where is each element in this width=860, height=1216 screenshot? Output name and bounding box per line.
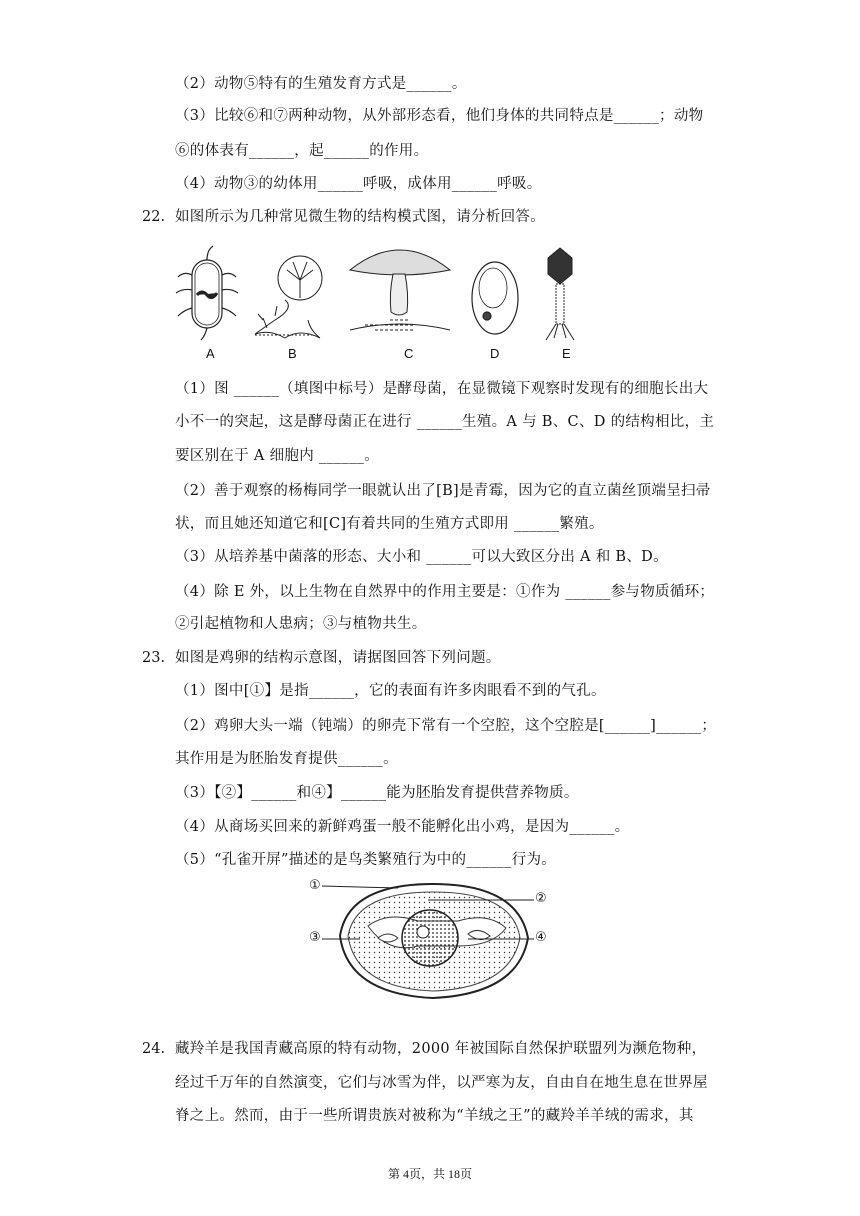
q24-line2: 经过千万年的自然演变，它们与冰雪为伴，以严寒为友，自由自在地生息在世界屋 <box>175 1075 708 1091</box>
q22-part1-line2: 小不一的突起，这是酵母菌正在进行 ______生殖。A 与 B、C、D 的结构相比，主 <box>175 414 715 430</box>
figure-label-d: D <box>490 346 500 361</box>
egg-label-3: ③ <box>309 930 321 945</box>
q22-part4-line2: ②引起植物和人患病；③与植物共生。 <box>175 616 427 632</box>
q23-part2-line2: 其作用是为胚胎发育提供______。 <box>175 751 398 767</box>
q23-number: 23. <box>142 650 166 666</box>
egg-structure-figure <box>308 876 558 1006</box>
q23-part2-line1: （2）鸡卵大头一端（钝端）的卵壳下常有一个空腔，这个空腔是[______]______； <box>175 718 717 734</box>
q23-part1: （1）图中[①】是指______，它的表面有许多肉眼看不到的气孔。 <box>175 683 606 699</box>
q23-part3: （3）【②】______和④】______能为胚胎发育提供营养物质。 <box>175 785 579 801</box>
q22-part2-line1: （2）善于观察的杨梅同学一眼就认出了[B]是青霉，因为它的直立菌丝顶端呈扫帚 <box>175 483 711 499</box>
page-footer: 第 4页，共 18页 <box>387 1167 472 1181</box>
q22-part3: （3）从培养基中菌落的形态、大小和 ______可以大致区分出 A 和 B、D。 <box>175 549 668 565</box>
q22-part2-line2: 状，而且她还知道它和[C]有着共同的生殖方式即用 ______繁殖。 <box>175 516 604 532</box>
q23-part4: （4）从商场买回来的新鲜鸡蛋一般不能孵化出小鸡，是因为______。 <box>175 819 630 835</box>
q22-part1-line3: 要区别在于 A 细胞内 ______。 <box>175 448 379 464</box>
q24-line1: 藏羚羊是我国青藏高原的特有动物，2000 年被国际自然保护联盟列为濒危物种， <box>175 1041 707 1057</box>
q21-part2: （2）动物⑤特有的生殖发育方式是______。 <box>175 76 467 92</box>
egg-label-2: ② <box>535 891 547 906</box>
figure-label-e: E <box>562 346 571 361</box>
q21-part4: （4）动物③的幼体用______呼吸，成体用______呼吸。 <box>175 176 542 192</box>
yeast-drawing <box>472 262 518 334</box>
q23-stem: 如图是鸡卵的结构示意图，请据图回答下列问题。 <box>175 650 501 666</box>
q23-part5: （5）“孔雀开屏”描述的是鸟类繁殖行为中的______行为。 <box>175 852 557 868</box>
virus-drawing <box>546 248 574 340</box>
egg-label-1: ① <box>309 878 321 893</box>
q21-part3-line1: （3）比较⑥和⑦两种动物，从外部形态看，他们身体的共同特点是______；动物 <box>175 108 704 124</box>
q24-number: 24. <box>142 1041 166 1057</box>
q21-part3-line2: ⑥的体表有______，起______的作用。 <box>175 143 429 159</box>
figure-label-b: B <box>288 346 297 361</box>
bacterium-drawing <box>176 246 238 340</box>
q22-part1-line1: （1）图 ______（填图中标号）是酵母菌，在显微镜下观察时发现有的细胞长出大 <box>175 381 709 397</box>
q22-part4-line1: （4）除 E 外，以上生物在自然界中的作用主要是：①作为 ______参与物质循环； <box>175 584 715 600</box>
egg-label-4: ④ <box>535 930 547 945</box>
figure-label-c: C <box>404 346 414 361</box>
mushroom-drawing <box>350 250 450 330</box>
penicillium-drawing <box>255 256 322 338</box>
q22-stem: 如图所示为几种常见微生物的结构模式图，请分析回答。 <box>175 209 545 225</box>
q24-line3: 脊之上。然而，由于一些所谓贵族对被称为“羊绒之王”的藏羚羊羊绒的需求，其 <box>175 1108 694 1124</box>
microorganism-figure <box>175 240 595 365</box>
q22-number: 22. <box>142 209 166 225</box>
figure-label-a: A <box>206 346 215 361</box>
